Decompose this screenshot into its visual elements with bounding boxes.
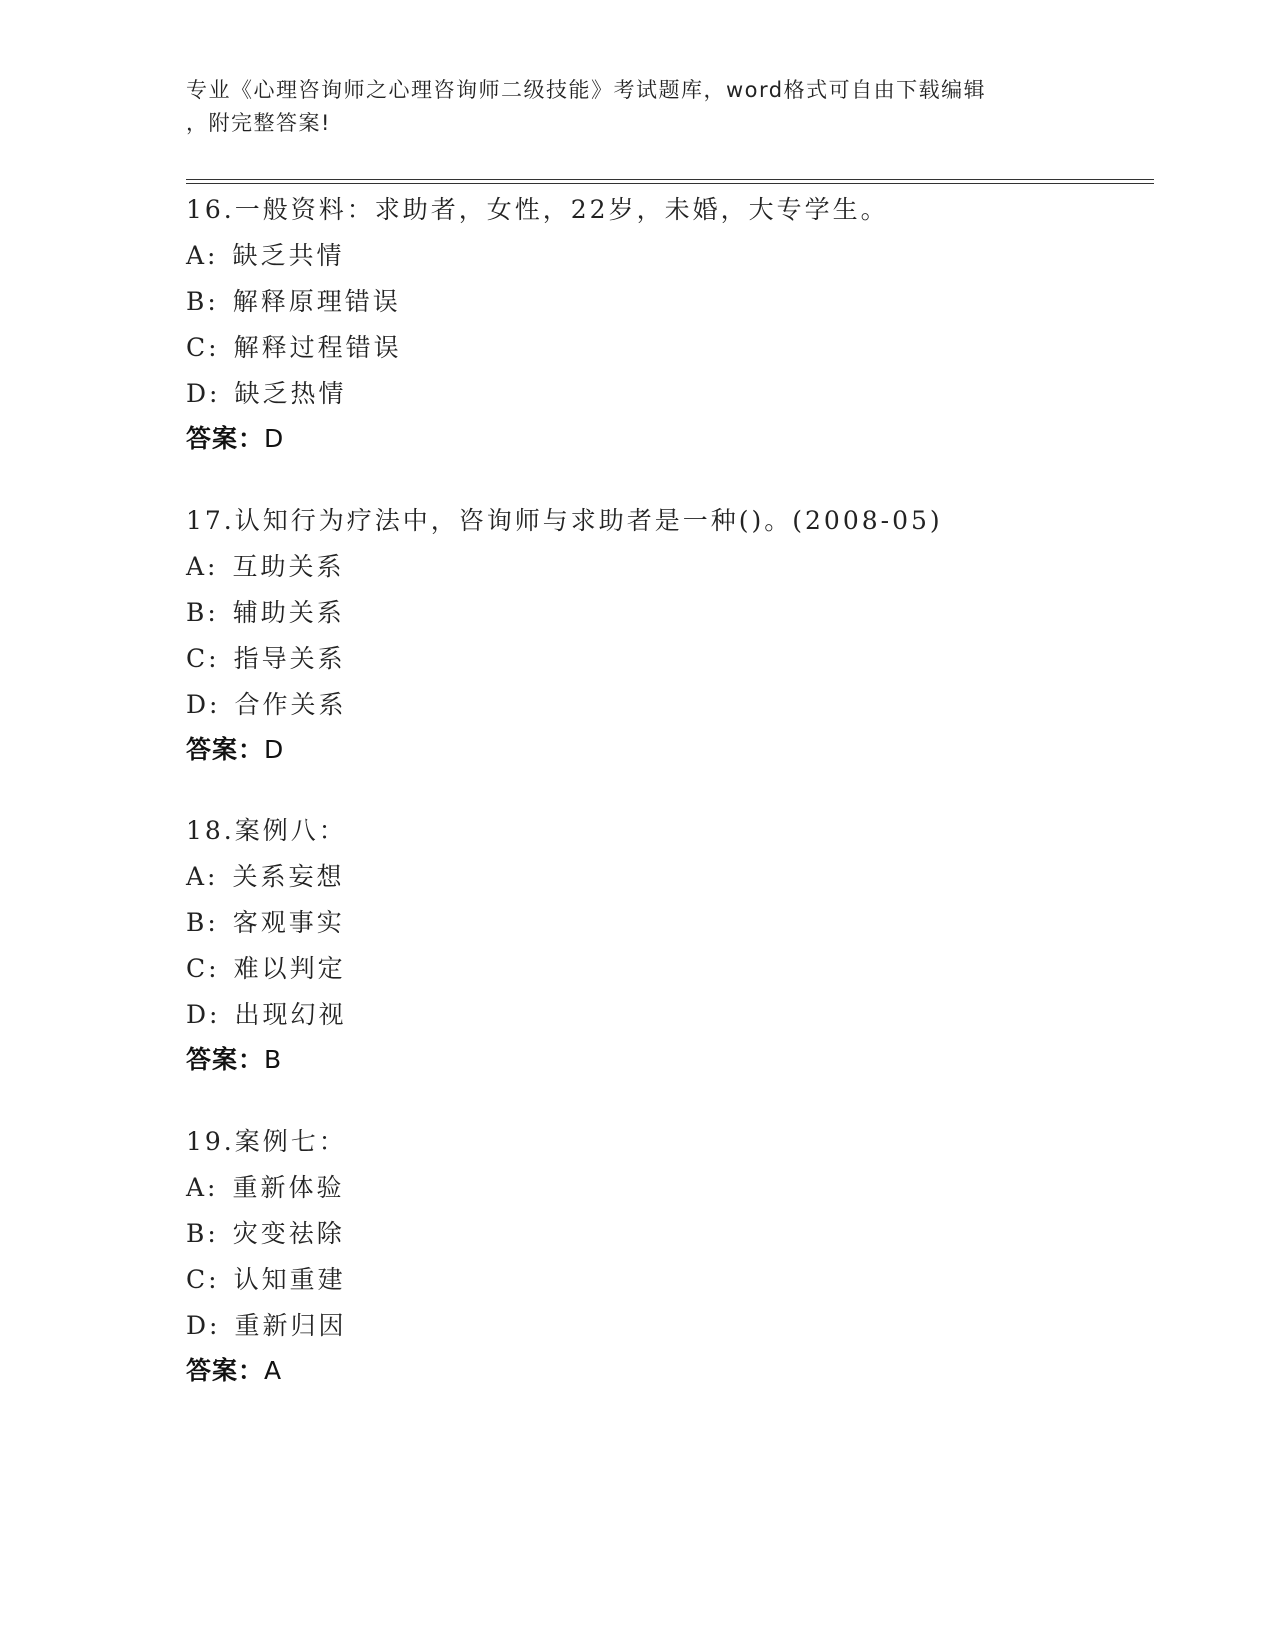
- option-letter: D:: [186, 690, 221, 719]
- option-letter: B:: [186, 908, 219, 937]
- answer-line: [186, 417, 1146, 461]
- answer-label: 答案：: [186, 1045, 265, 1074]
- question-18: [186, 808, 1146, 1082]
- header-divider-top: [186, 179, 1154, 180]
- option-text: 难以判定: [233, 954, 346, 983]
- option-c: [186, 946, 1146, 992]
- option-letter: C:: [186, 333, 220, 362]
- option-letter: A:: [186, 862, 219, 891]
- option-b: [186, 1211, 1146, 1257]
- answer-value: D: [264, 424, 285, 453]
- question-stem: 16.一般资料：求助者，女性，22岁，未婚，大专学生。: [186, 195, 889, 224]
- option-b: [186, 900, 1146, 946]
- option-text: 缺乏热情: [234, 379, 347, 408]
- question-stem: 18.案例八：: [186, 816, 347, 845]
- option-c: [186, 636, 1146, 682]
- option-letter: B:: [186, 1219, 219, 1248]
- answer-line: [186, 728, 1146, 772]
- option-text: 灾变祛除: [232, 1219, 345, 1248]
- option-a: [186, 854, 1146, 900]
- answer-value: D: [264, 735, 285, 764]
- option-text: 关系妄想: [232, 862, 345, 891]
- option-d: [186, 682, 1146, 728]
- question-stem: 19.案例七：: [186, 1127, 347, 1156]
- header-line-1: 专业《心理咨询师之心理咨询师二级技能》考试题库，word格式可自由下载编辑: [186, 78, 987, 102]
- question-19: [186, 1119, 1146, 1393]
- option-text: 指导关系: [233, 644, 346, 673]
- question-16: [186, 187, 1146, 461]
- option-text: 认知重建: [233, 1265, 346, 1294]
- option-text: 合作关系: [234, 690, 347, 719]
- option-letter: A:: [186, 552, 219, 581]
- option-letter: D:: [186, 1000, 221, 1029]
- option-letter: A:: [186, 241, 219, 270]
- document-header: [186, 74, 1066, 140]
- answer-label: 答案：: [186, 424, 265, 453]
- option-a: [186, 233, 1146, 279]
- answer-value: B: [264, 1045, 283, 1074]
- option-c: [186, 325, 1146, 371]
- option-letter: C:: [186, 954, 220, 983]
- option-a: [186, 544, 1146, 590]
- option-letter: C:: [186, 1265, 220, 1294]
- question-17: [186, 498, 1146, 772]
- option-letter: D:: [186, 1311, 221, 1340]
- option-text: 出现幻视: [234, 1000, 347, 1029]
- option-letter: D:: [186, 379, 221, 408]
- option-letter: A:: [186, 1173, 219, 1202]
- option-c: [186, 1257, 1146, 1303]
- answer-line: [186, 1349, 1146, 1393]
- option-text: 重新归因: [234, 1311, 347, 1340]
- option-text: 缺乏共情: [232, 241, 345, 270]
- option-text: 解释原理错误: [232, 287, 401, 316]
- option-text: 互助关系: [232, 552, 345, 581]
- answer-label: 答案：: [186, 1356, 265, 1385]
- answer-line: [186, 1038, 1146, 1082]
- option-text: 重新体验: [232, 1173, 345, 1202]
- option-letter: B:: [186, 598, 219, 627]
- header-divider-bottom: [186, 183, 1154, 184]
- option-d: [186, 371, 1146, 417]
- answer-value: A: [264, 1356, 283, 1385]
- option-text: 辅助关系: [232, 598, 345, 627]
- answer-label: 答案：: [186, 735, 265, 764]
- option-text: 解释过程错误: [233, 333, 402, 362]
- option-a: [186, 1165, 1146, 1211]
- header-line-2: ，附完整答案!: [186, 111, 331, 135]
- option-d: [186, 1303, 1146, 1349]
- question-stem: 17.认知行为疗法中，咨询师与求助者是一种()。(2008-05): [186, 506, 943, 535]
- option-b: [186, 279, 1146, 325]
- option-d: [186, 992, 1146, 1038]
- option-letter: B:: [186, 287, 219, 316]
- option-text: 客观事实: [232, 908, 345, 937]
- option-letter: C:: [186, 644, 220, 673]
- option-b: [186, 590, 1146, 636]
